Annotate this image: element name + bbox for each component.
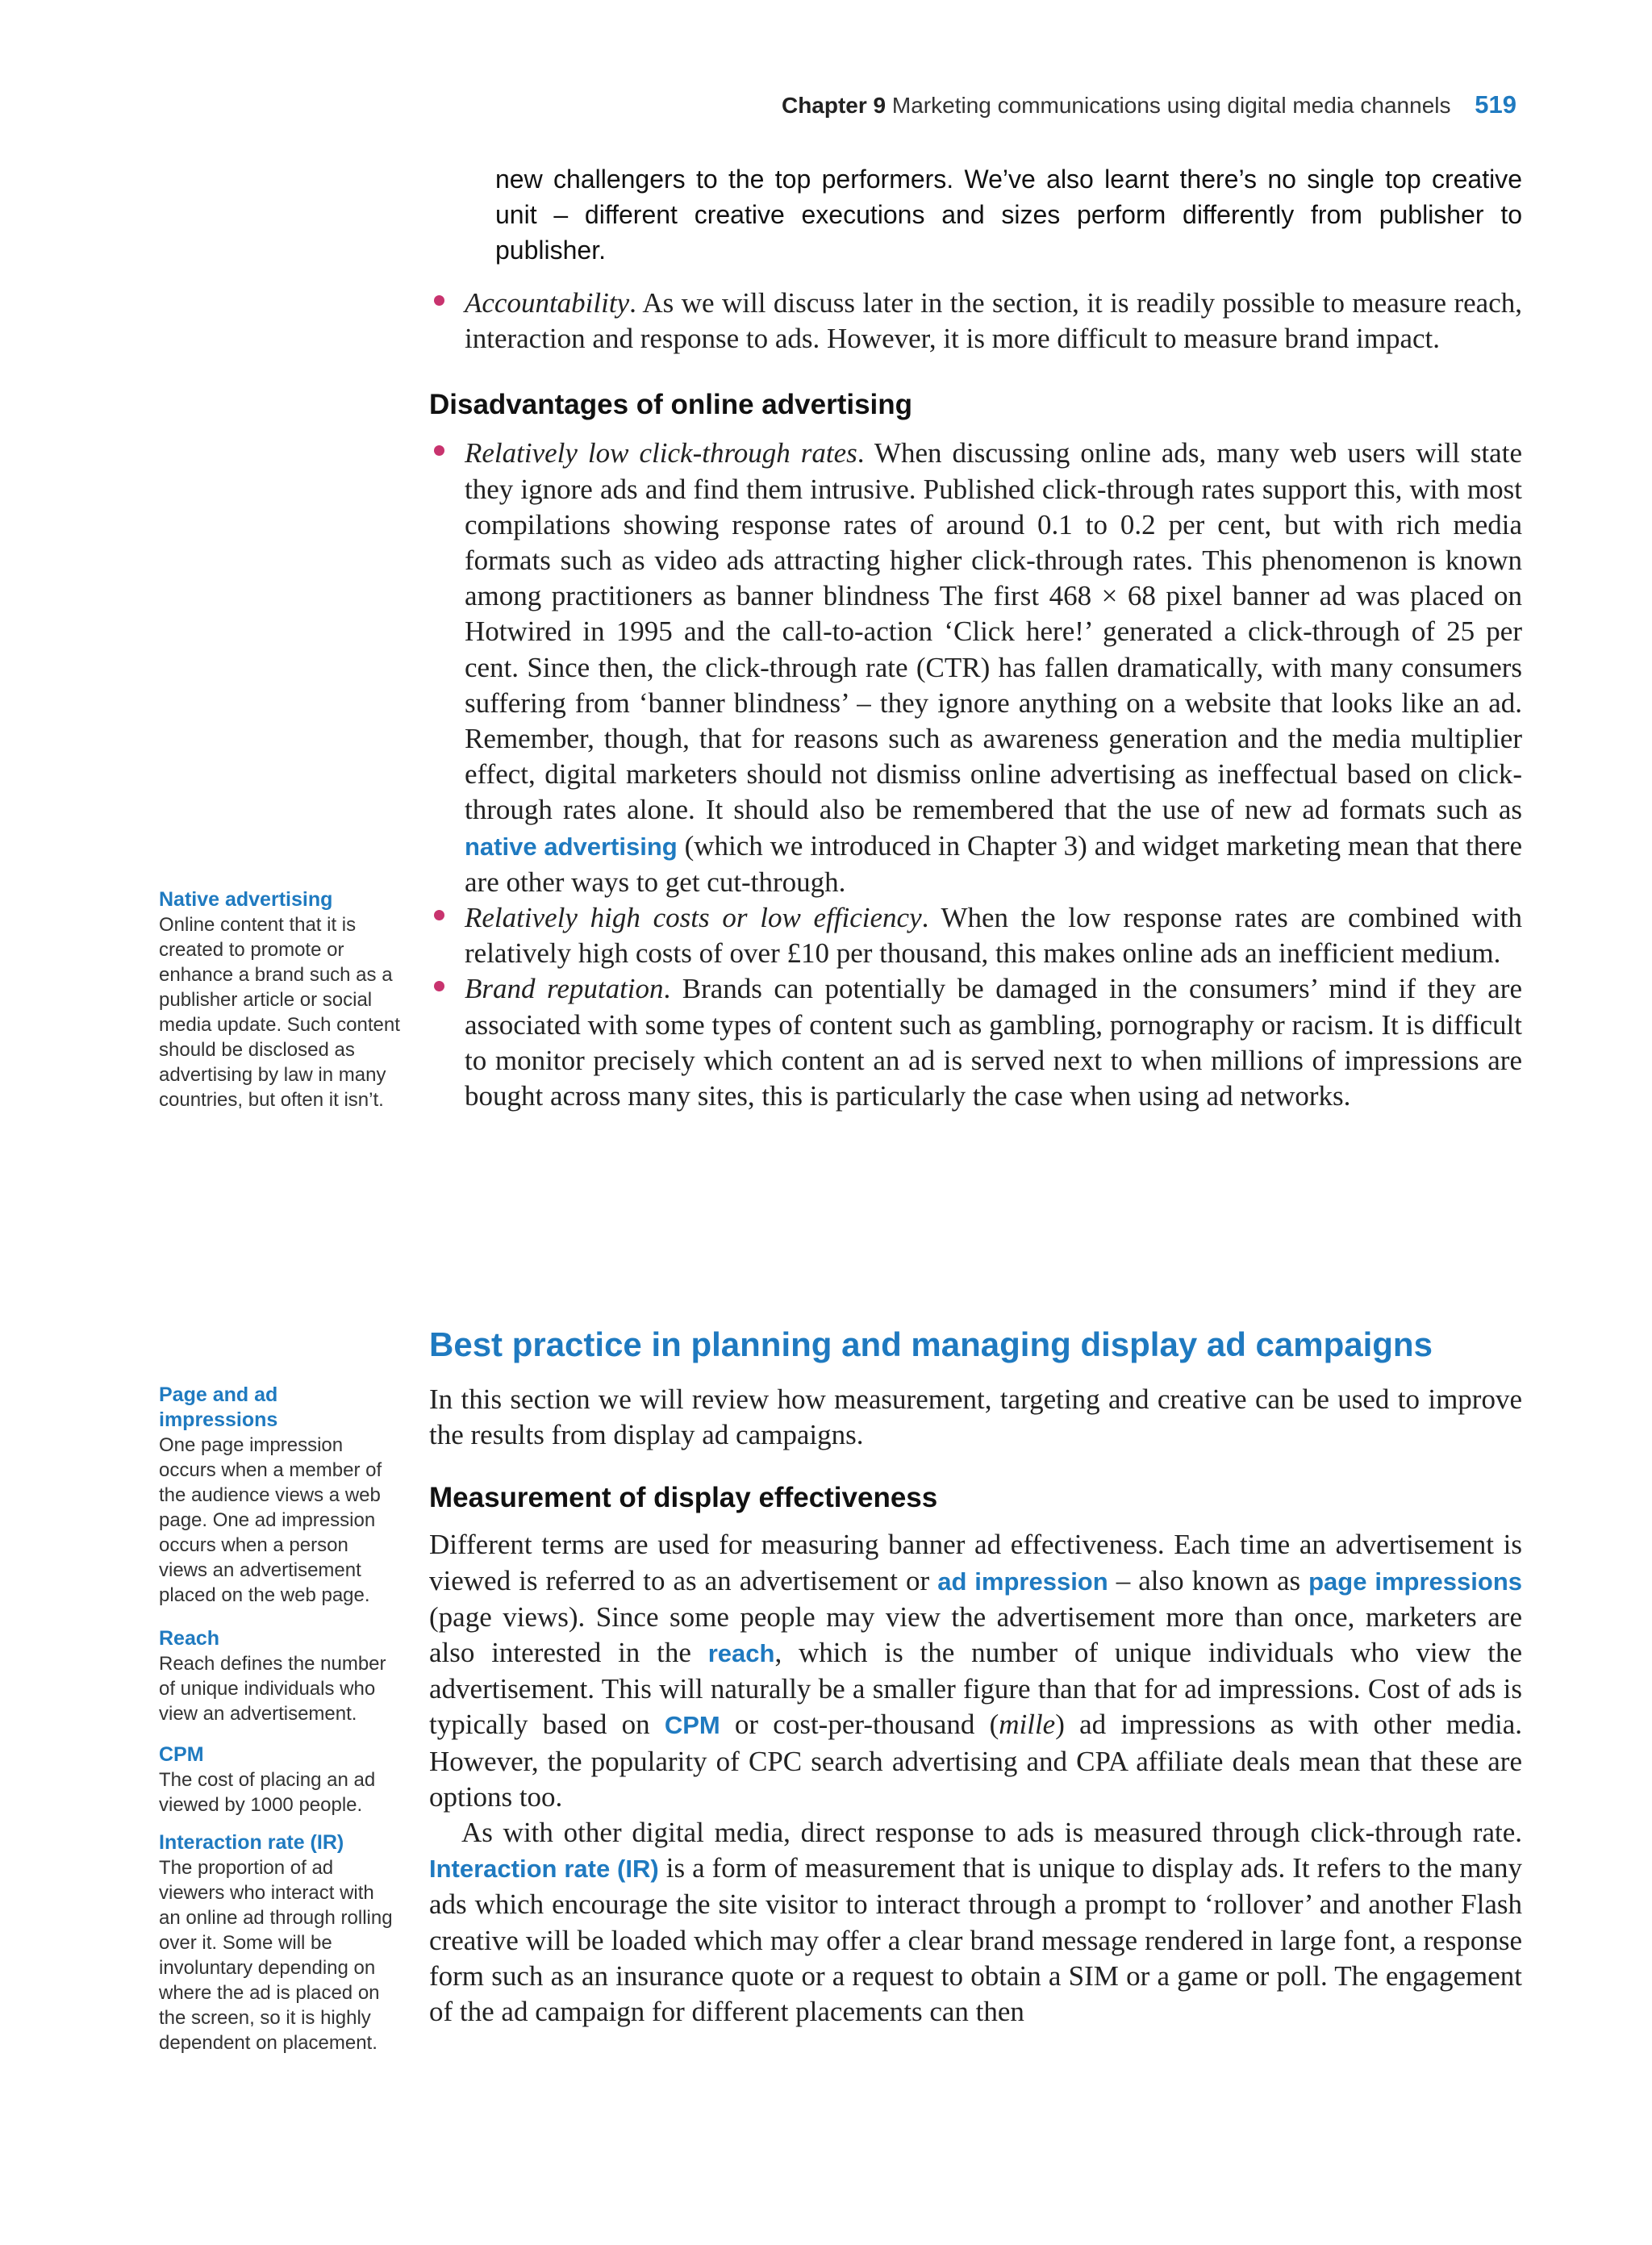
margin-note-impressions [159,1383,401,1608]
margin-term: CPM [159,1743,204,1766]
margin-definition: Reach defines the number of unique individuals who view an advertisement. [159,1653,386,1725]
measurement-paragraph-1 [429,1527,1522,1815]
quote-continuation: new challengers to the top performers. We’ve also learnt there’s no single top creative unit – different creative executions and sizes perform differently from publisher to publisher. [495,165,1522,265]
main-column [429,161,1522,1114]
margin-note-reach [159,1626,401,1726]
page-number: 519 [1475,90,1516,119]
section-heading-disadvantages: Disadvantages of online advertising [429,389,913,421]
margin-definition: The proportion of ad viewers who interact with an online ad through rolling over it. Some will be involuntary depending on where the ad is placed on the screen, so it is highly dependent on placement. [159,1857,393,2054]
margin-note-cpm [159,1742,401,1817]
bullet-dot [434,981,444,991]
chapter-label: Chapter 9 [781,93,886,118]
text: or cost-per-thousand ( [720,1709,999,1741]
running-header [726,90,1516,119]
bullet-text: . As we will discuss later in the section, it is readily possible to measure reach, interaction and response to ads. However, it is more difficult to measure brand impact. [465,287,1522,355]
chapter-title: Marketing communications using digital media channels [891,93,1451,118]
margin-term: Reach [159,1627,220,1650]
text-mille: mille [999,1709,1056,1741]
bullet-text: . Brands can potentially be damaged in the consumers’ mind if they are associated with some types of content such as gambling, pornography or racism. It is difficult to monitor precisely which content an ad is served next to when millions of impressions are bought across many sites, this is particularly the case when using ad networks. [465,973,1522,1112]
best-practice-intro: In this section we will review how measurement, targeting and creative can be used to improve the results from display ad campaigns. [429,1383,1522,1451]
margin-note-interaction-rate [159,1830,401,2055]
margin-definition: One page impression occurs when a member of the audience views a web page. One ad impression occurs when a person views an advertisement placed on the web page. [159,1434,382,1606]
bullet-dot [434,445,444,456]
bullet-accountability [429,286,1522,357]
text: Different terms are used for measuring banner ad effectiveness. Each time an advertisement is viewed is referred to as an advertisement or [429,1529,1522,1596]
bullet-text: (which we introduced in Chapter 3) and widget marketing mean that there are other ways to get cut-through. [465,829,1522,898]
section-heading-best-practice: Best practice in planning and managing display ad campaigns [429,1325,1433,1363]
bullet-text: . When the low response rates are combined with relatively high costs of over £10 per thousand, this makes online ads an inefficient medium. [465,902,1522,970]
keyword-ad-impression[interactable]: ad impression [937,1567,1108,1596]
measurement-paragraph-2 [429,1815,1522,2030]
bullet-term: Brand reputation [465,973,664,1005]
keyword-reach[interactable]: reach [707,1639,775,1668]
best-practice-section [429,1325,1522,2030]
text: – also known as [1108,1564,1309,1596]
bullet-term: Accountability [465,287,630,319]
margin-definition: The cost of placing an ad viewed by 1000 people. [159,1769,376,1816]
keyword-interaction-rate[interactable]: Interaction rate (IR) [429,1855,659,1884]
bullet-dot [434,295,444,306]
bullet-text: . When discussing online ads, many web users will state they ignore ads and find them intrusive. Published click-through rates support this, with most compilations showing response rates of around 0.1 to 0.2 per cent, but with rich media formats such as video ads attracting higher click-through rates. This phenomenon is known among practitioners as banner blindness The first 468 × 68 pixel banner ad was placed on Hotwired in 1995 and the call-to-action ‘Click here!’ generated a click-through of 25 per cent. Since then, the click-through rate (CTR) has fallen dramatically, with many consumers suffering from ‘banner blindness’ – they ignore anything on a website that looks like an ad. Remember, though, that for reasons such as awareness generation and the media multiplier effect, digital marketers should not dismiss online advertising as ineffectual based on click-through rates alone. It should also be remembered that the use of new ad formats such as [465,437,1522,826]
margin-note-native-advertising [159,887,401,1112]
margin-term: Page and ad impressions [159,1383,278,1431]
text: , which is the number of unique individuals who view the advertisement. This will naturally be a smaller figure than that for ad impressions. Cost of ads is typically based on [429,1637,1522,1741]
bullet-low-ctr [429,436,1522,900]
margin-term: Interaction rate (IR) [159,1831,344,1854]
keyword-cpm[interactable]: CPM [664,1711,720,1740]
bullet-term: Relatively low click-through rates [465,437,857,469]
bullet-brand-reputation [429,971,1522,1114]
bullet-dot [434,910,444,920]
bullet-term: Relatively high costs or low efficiency [465,902,922,934]
margin-term: Native advertising [159,888,333,911]
margin-definition: Online content that it is created to promote or enhance a brand such as a publisher article or social media update. Such content should be disclosed as advertising by law in many countries, but often it isn’t. [159,914,400,1111]
text: As with other digital media, direct response to ads is measured through click-through rate. [461,1817,1522,1849]
keyword-page-impressions[interactable]: page impressions [1308,1567,1522,1596]
text: ) ad impressions as with other media. However, the popularity of CPC search advertising and CPA affiliate deals mean that these are options too. [429,1709,1522,1813]
text: is a form of measurement that is unique to display ads. It refers to the many ads which encourage the site visitor to interact through a prompt to ‘rollover’ and another Flash creative will be loaded which may offer a clear brand message rendered in large font, a response form such as an insurance quote or a request to obtain a SIM or a game or poll. The engagement of the ad campaign for different placements can then [429,1852,1522,2028]
bullet-high-costs [429,900,1522,971]
section-heading-measurement: Measurement of display effectiveness [429,1482,938,1514]
keyword-native-advertising[interactable]: native advertising [465,832,678,861]
text: (page views). Since some people may view the advertisement more than once, marketers are also interested in the [429,1600,1522,1669]
